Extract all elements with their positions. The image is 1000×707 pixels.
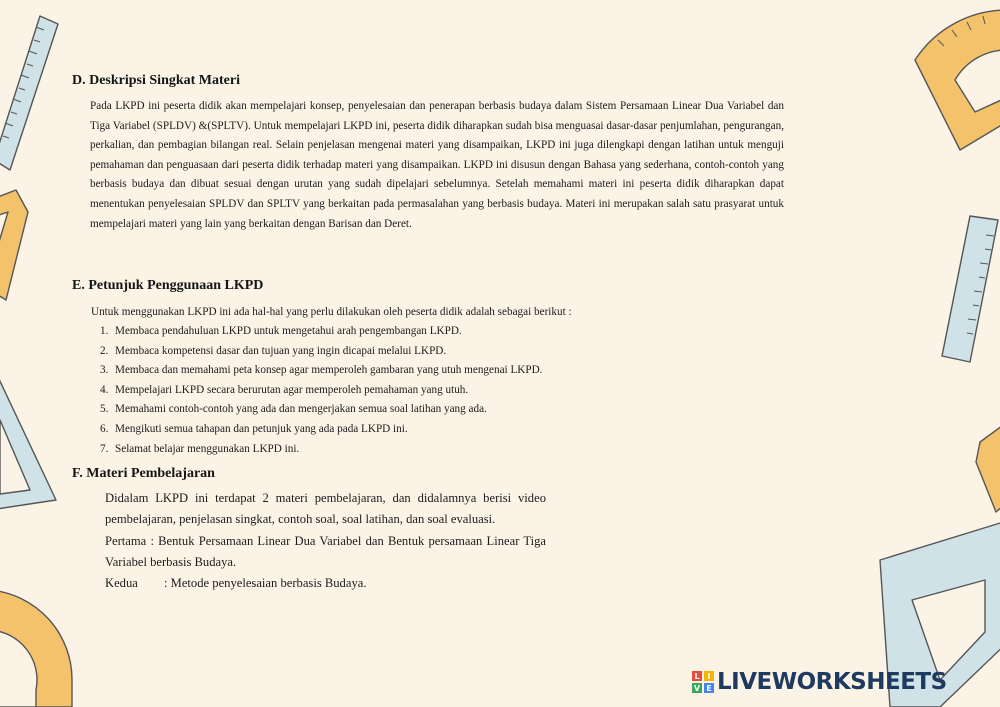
list-item [100,381,542,401]
list-item-text: Memahami contoh-contoh yang ada dan mengerjakan semua soal latihan yang ada. [115,403,487,416]
instruction-list [100,322,542,459]
list-item-text: Mempelajari LKPD secara berurutan agar memperoleh pemahaman yang utuh. [115,383,469,396]
list-item-number: 6. [100,422,109,435]
list-item-text: Membaca pendahuluan LKPD untuk mengetahui arah pengembangan LKPD. [115,325,462,337]
list-item-number: 4. [100,383,109,396]
list-item-text: Membaca kompetensi dasar dan tujuan yang ingin dicapai melalui LKPD. [115,344,447,357]
kedua-text: : Metode penyelesaian berbasis Budaya. [164,576,367,591]
section-d-heading: D. Deskripsi Singkat Materi [72,73,240,88]
list-item [100,342,542,362]
list-item [100,322,542,342]
list-item-number: 5. [100,403,109,416]
list-item-text: Mengikuti semua tahapan dan petunjuk yang ada pada LKPD ini. [115,422,408,435]
list-item-number: 7. [100,442,109,455]
list-item-number: 1. [100,325,109,337]
logo-text: LIVEWORKSHEETS [717,669,947,695]
list-item [100,400,542,420]
logo-letter: L [692,671,702,681]
logo-letter: I [704,671,714,681]
kedua-label: Kedua [105,576,138,591]
section-f-body [105,488,546,594]
list-item-text: Membaca dan memahami peta konsep agar memperoleh gambaran yang utuh mengenai LKPD. [115,364,543,377]
list-item-number: 2. [100,344,109,357]
list-item-text: Selamat belajar menggunakan LKPD ini. [115,442,300,455]
list-item [100,440,542,460]
section-f-kedua [105,573,546,594]
section-d-body: Pada LKPD ini peserta didik akan mempelajari konsep, penyelesaian dan penerapan berbasis budaya dalam Sistem Persamaan Linear Dua Variabel dan Tiga Variabel (SPLDV) &(SPLTV). Untuk mempelajari LKPD ini, peserta didik diharapkan sudah bisa menguasai dasar-dasar penjumlahan, pengurangan, perkalian, dan pembagian bilangan real. Selain penjelasan mengenai materi yang disampaikan, LKPD ini juga dilengkapi dengan latihan untuk menguji pemahaman dan penguasaan dari peserta didik terhadap materi yang disampaikan. LKPD ini disusun dengan Bahasa yang sederhana, contoh-contoh yang berbasis budaya dan dibuat sesuai dengan urutan yang sudah dipelajari sebelumnya. Setelah memahami materi ini peserta didik diharapkan dapat menentukan penyelesaian SPLDV dan SPLTV yang berkaitan pada permasalahan yang berbasis budaya. Materi ini merupakan salah satu prasyarat untuk mempelajari materi yang lain yang berkaitan dengan Barisan dan Deret. [90,100,784,230]
liveworksheets-logo[interactable] [692,668,947,696]
list-item [100,361,542,381]
section-e-heading: E. Petunjuk Penggunaan LKPD [72,278,264,293]
section-f-heading: F. Materi Pembelajaran [72,466,215,481]
list-item-number: 3. [100,364,109,377]
section-f-pertama: Pertama : Bentuk Persamaan Linear Dua Variabel dan Bentuk persamaan Linear Tiga Variabel berbasis Budaya. [105,533,546,569]
section-e-intro: Untuk menggunakan LKPD ini ada hal-hal yang perlu dilakukan oleh peserta didik adalah sebagai berikut : [91,306,572,318]
logo-letter: E [704,683,714,693]
logo-icon [692,671,714,693]
logo-letter: V [693,683,701,693]
section-f-intro: Didalam LKPD ini terdapat 2 materi pembelajaran, dan didalamnya berisi video pembelajaran, penjelasan singkat, contoh soal, soal latihan, dan soal evaluasi. [105,491,546,527]
list-item [100,420,542,440]
